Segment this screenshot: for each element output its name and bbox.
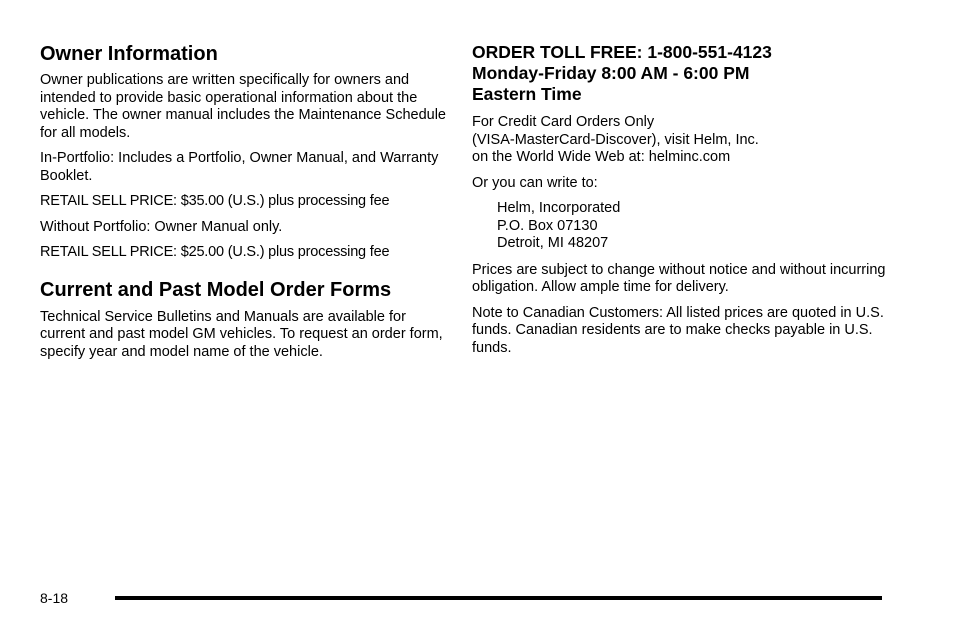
order-forms-heading: Current and Past Model Order Forms (40, 278, 392, 301)
mailing-address (497, 200, 892, 253)
address-city: Detroit, MI 48207 (497, 235, 609, 251)
without-portfolio-paragraph: Without Portfolio: Owner Manual only. (40, 218, 283, 235)
left-column (40, 40, 450, 369)
write-to-paragraph: Or you can write to: (472, 174, 598, 191)
toll-free-number: ORDER TOLL FREE: 1-800-551-4123 (472, 42, 772, 62)
owner-information-heading: Owner Information (40, 43, 218, 65)
credit-card-line-2: (VISA-MasterCard-Discover), visit Helm, Inc. (472, 131, 759, 148)
order-hours: Monday-Friday 8:00 AM - 6:00 PM (472, 63, 750, 83)
canadian-note-paragraph: Note to Canadian Customers: All listed prices are quoted in U.S. funds. Canadian residents are to make checks payable in U.S. funds. (472, 304, 884, 356)
order-forms-paragraph: Technical Service Bulletins and Manuals are available for current and past model GM vehicles. To request an order form, specify year and model name of the vehicle. (40, 308, 443, 360)
credit-card-line-3: on the World Wide Web at: helminc.com (472, 149, 731, 165)
order-timezone: Eastern Time (472, 84, 582, 104)
retail-price-no-portfolio: RETAIL SELL PRICE: $25.00 (U.S.) plus processing fee (40, 244, 390, 260)
credit-card-line-1: For Credit Card Orders Only (472, 114, 655, 130)
prices-note-paragraph: Prices are subject to change without notice and without incurring obligation. Allow ample time for delivery. (472, 261, 886, 295)
retail-price-portfolio: RETAIL SELL PRICE: $35.00 (U.S.) plus processing fee (40, 193, 390, 209)
address-po-box: P.O. Box 07130 (497, 217, 598, 234)
in-portfolio-paragraph: In-Portfolio: Includes a Portfolio, Owner Manual, and Warranty Booklet. (40, 150, 439, 184)
credit-card-paragraph (472, 114, 892, 167)
right-column (472, 40, 892, 365)
owner-publications-paragraph: Owner publications are written specifically for owners and intended to provide basic operational information about the vehicle. The owner manual includes the Maintenance Schedule for all models. (40, 72, 446, 141)
page-number: 8-18 (40, 590, 69, 606)
footer-rule (115, 596, 882, 600)
address-company: Helm, Incorporated (497, 200, 621, 216)
order-toll-free-heading (472, 42, 892, 105)
